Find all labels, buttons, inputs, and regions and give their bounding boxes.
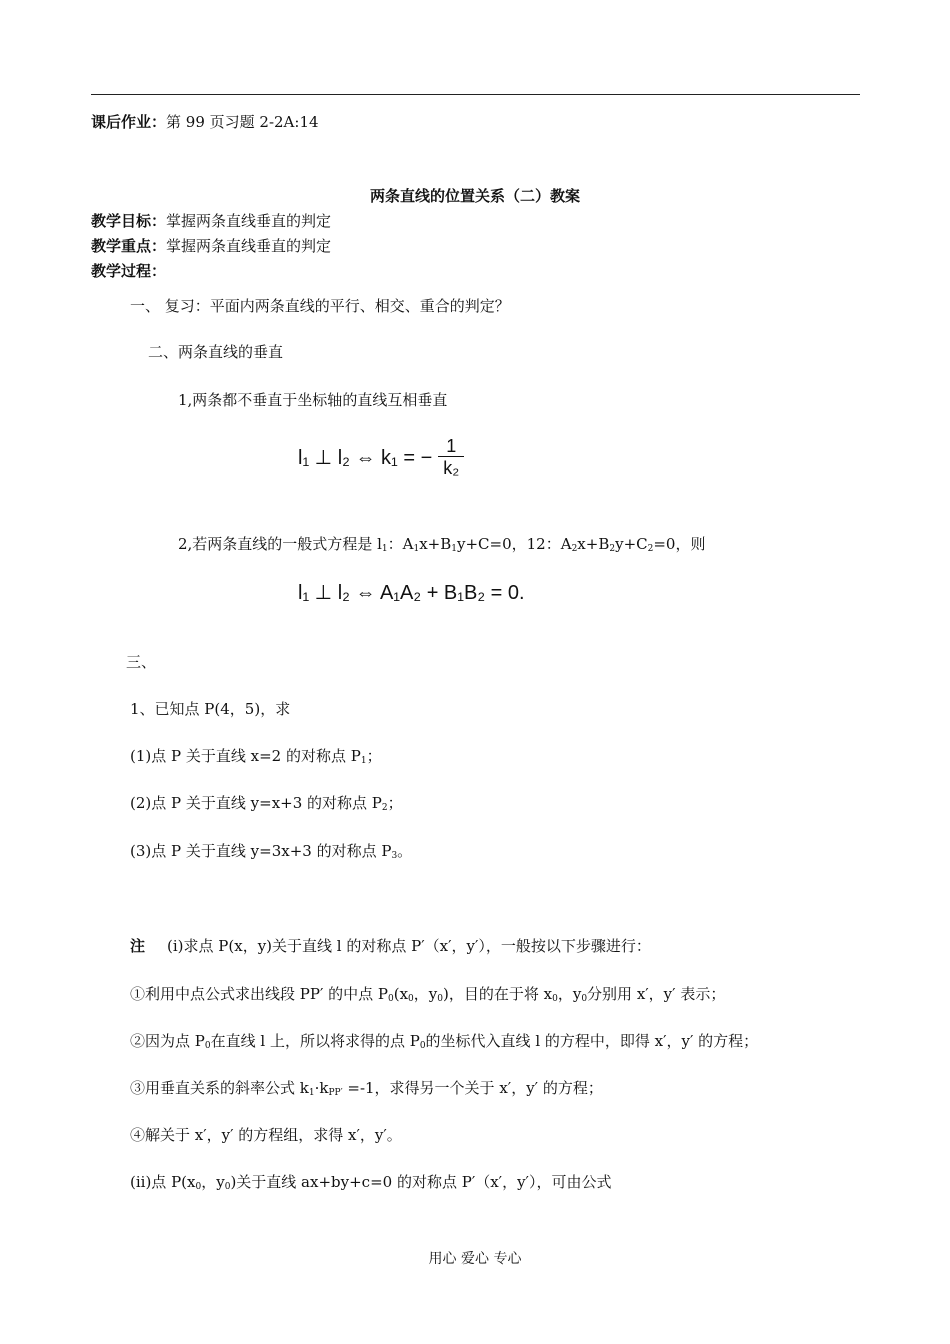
ex1c-sub: 3: [391, 851, 398, 861]
item2-text-e: x+B: [577, 535, 610, 553]
note-step-1: [130, 984, 725, 1009]
ex1a-end: ；: [366, 747, 382, 765]
ex1c-end: 。: [397, 842, 413, 860]
example-1c: [130, 841, 412, 866]
s1-d: )，目的在于将 x: [443, 985, 553, 1003]
note-step-2: [130, 1031, 758, 1056]
s1-f: 分别用 x′，y′ 表示；: [587, 985, 726, 1003]
item2-text-d: y+C=0，12：A: [457, 535, 572, 553]
ii-b: ，y: [201, 1173, 225, 1191]
s2-a: ②因为点 P: [130, 1032, 205, 1050]
s2-sub1: 0: [204, 1041, 211, 1051]
s1-sub3: 0: [437, 994, 443, 1004]
s3-c: =-1，求得另一个关于 x′，y′ 的方程；: [342, 1079, 603, 1097]
s1-sub1: 0: [388, 994, 394, 1004]
item2-text-a: 2,若两条直线的一般式方程是 l: [178, 535, 382, 553]
homework-line: [91, 112, 319, 132]
note-i: [130, 936, 651, 956]
ii-a: (ii)点 P(x: [130, 1173, 196, 1191]
keypoint-text: 掌握两条直线垂直的判定: [166, 237, 332, 255]
formula1-fraction: [438, 436, 464, 479]
header-rule: [91, 94, 860, 95]
item2-sub-a: 1: [381, 544, 388, 554]
ii-c: )关于直线 ax+by+c=0 的对称点 P′（x′，y′），可由公式: [230, 1173, 612, 1191]
s1-sub5: 0: [581, 994, 588, 1004]
section-review: 一、 复习：平面内两条直线的平行、相交、重合的判定？: [130, 297, 510, 315]
formula1-denominator: k₂: [443, 458, 460, 478]
formula1-numerator: 1: [446, 436, 457, 456]
process-label: 教学过程：: [91, 262, 167, 280]
ex1a-text: (1)点 P 关于直线 x=2 的对称点 P: [130, 747, 361, 765]
page-title: 两条直线的位置关系（二）教案: [369, 187, 580, 205]
objective-text: 掌握两条直线垂直的判定: [166, 212, 332, 230]
item2-text-g: =0，则: [653, 535, 706, 553]
ex1b-sub: 2: [381, 803, 388, 813]
formula1-lhs: l₁ ⊥ l₂ ⇔ k₁ = −: [298, 447, 433, 469]
item2-text-c: x+B: [419, 535, 452, 553]
objective-line: [91, 211, 331, 231]
s2-c: 的坐标代入直线 l 的方程中，即得 x′，y′ 的方程；: [425, 1032, 759, 1050]
item-1: 1,两条都不垂直于坐标轴的直线互相垂直: [178, 391, 448, 409]
item2-sub-e: 2: [609, 544, 616, 554]
example-1b: [130, 793, 403, 818]
item2-text-f: y+C: [615, 535, 648, 553]
example-1: 1、已知点 P(4，5)，求: [130, 700, 291, 718]
homework-label: 课后作业：: [91, 113, 167, 131]
keypoint-line: [91, 236, 331, 256]
note-step-4: ④解关于 x′，y′ 的方程组，求得 x′，y′。: [130, 1126, 402, 1144]
item2-sub-d: 2: [571, 544, 578, 554]
process-line: [91, 261, 166, 281]
ii-sub1: 0: [195, 1182, 202, 1192]
s1-c: ，y: [413, 985, 438, 1003]
page-footer: 用心 爱心 专心: [428, 1251, 522, 1267]
s1-b: (x: [393, 985, 409, 1003]
s3-sub1: 1: [308, 1088, 315, 1098]
section-perpendicular: 二、两条直线的垂直: [148, 343, 284, 361]
ex1b-text: (2)点 P 关于直线 y=x+3 的对称点 P: [130, 794, 382, 812]
homework-text: 第 99 页习题 2-2A:14: [166, 113, 319, 131]
s1-sub4: 0: [552, 994, 558, 1004]
section-three: 三、: [126, 653, 157, 671]
item-2: [178, 534, 705, 559]
s2-sub2: 0: [419, 1041, 426, 1051]
s3-sub2: PP′: [328, 1088, 343, 1098]
note-i-text: (i)求点 P(x，y)关于直线 l 的对称点 P′（x′，y′），一般按以下步骤进行：: [167, 937, 651, 955]
note-step-3: [130, 1078, 603, 1103]
s1-e: ，y: [557, 985, 582, 1003]
formula-slope-perpendicular: [298, 436, 464, 479]
note-label: 注: [130, 937, 146, 955]
keypoint-label: 教学重点：: [91, 237, 167, 255]
formula-general-perpendicular: l₁ ⊥ l₂ ⇔ A₁A₂ + B₁B₂ = 0.: [298, 582, 525, 604]
note-ii: [130, 1172, 611, 1197]
objective-label: 教学目标：: [91, 212, 167, 230]
s2-b: 在直线 l 上，所以将求得的点 P: [210, 1032, 420, 1050]
ex1a-sub: 1: [360, 756, 367, 766]
s1-sub2: 0: [408, 994, 414, 1004]
ex1b-end: ；: [387, 794, 403, 812]
ii-sub2: 0: [224, 1182, 231, 1192]
item2-text-b: ：A: [387, 535, 414, 553]
item2-sub-b: 1: [413, 544, 420, 554]
item2-sub-c: 1: [451, 544, 457, 554]
example-1a: [130, 746, 382, 771]
s3-a: ③用垂直关系的斜率公式 k: [130, 1079, 309, 1097]
s3-b: ·k: [314, 1079, 329, 1097]
item2-sub-f: 2: [647, 544, 654, 554]
s1-a: ①利用中点公式求出线段 PP′ 的中点 P: [130, 985, 388, 1003]
ex1c-text: (3)点 P 关于直线 y=3x+3 的对称点 P: [130, 842, 392, 860]
